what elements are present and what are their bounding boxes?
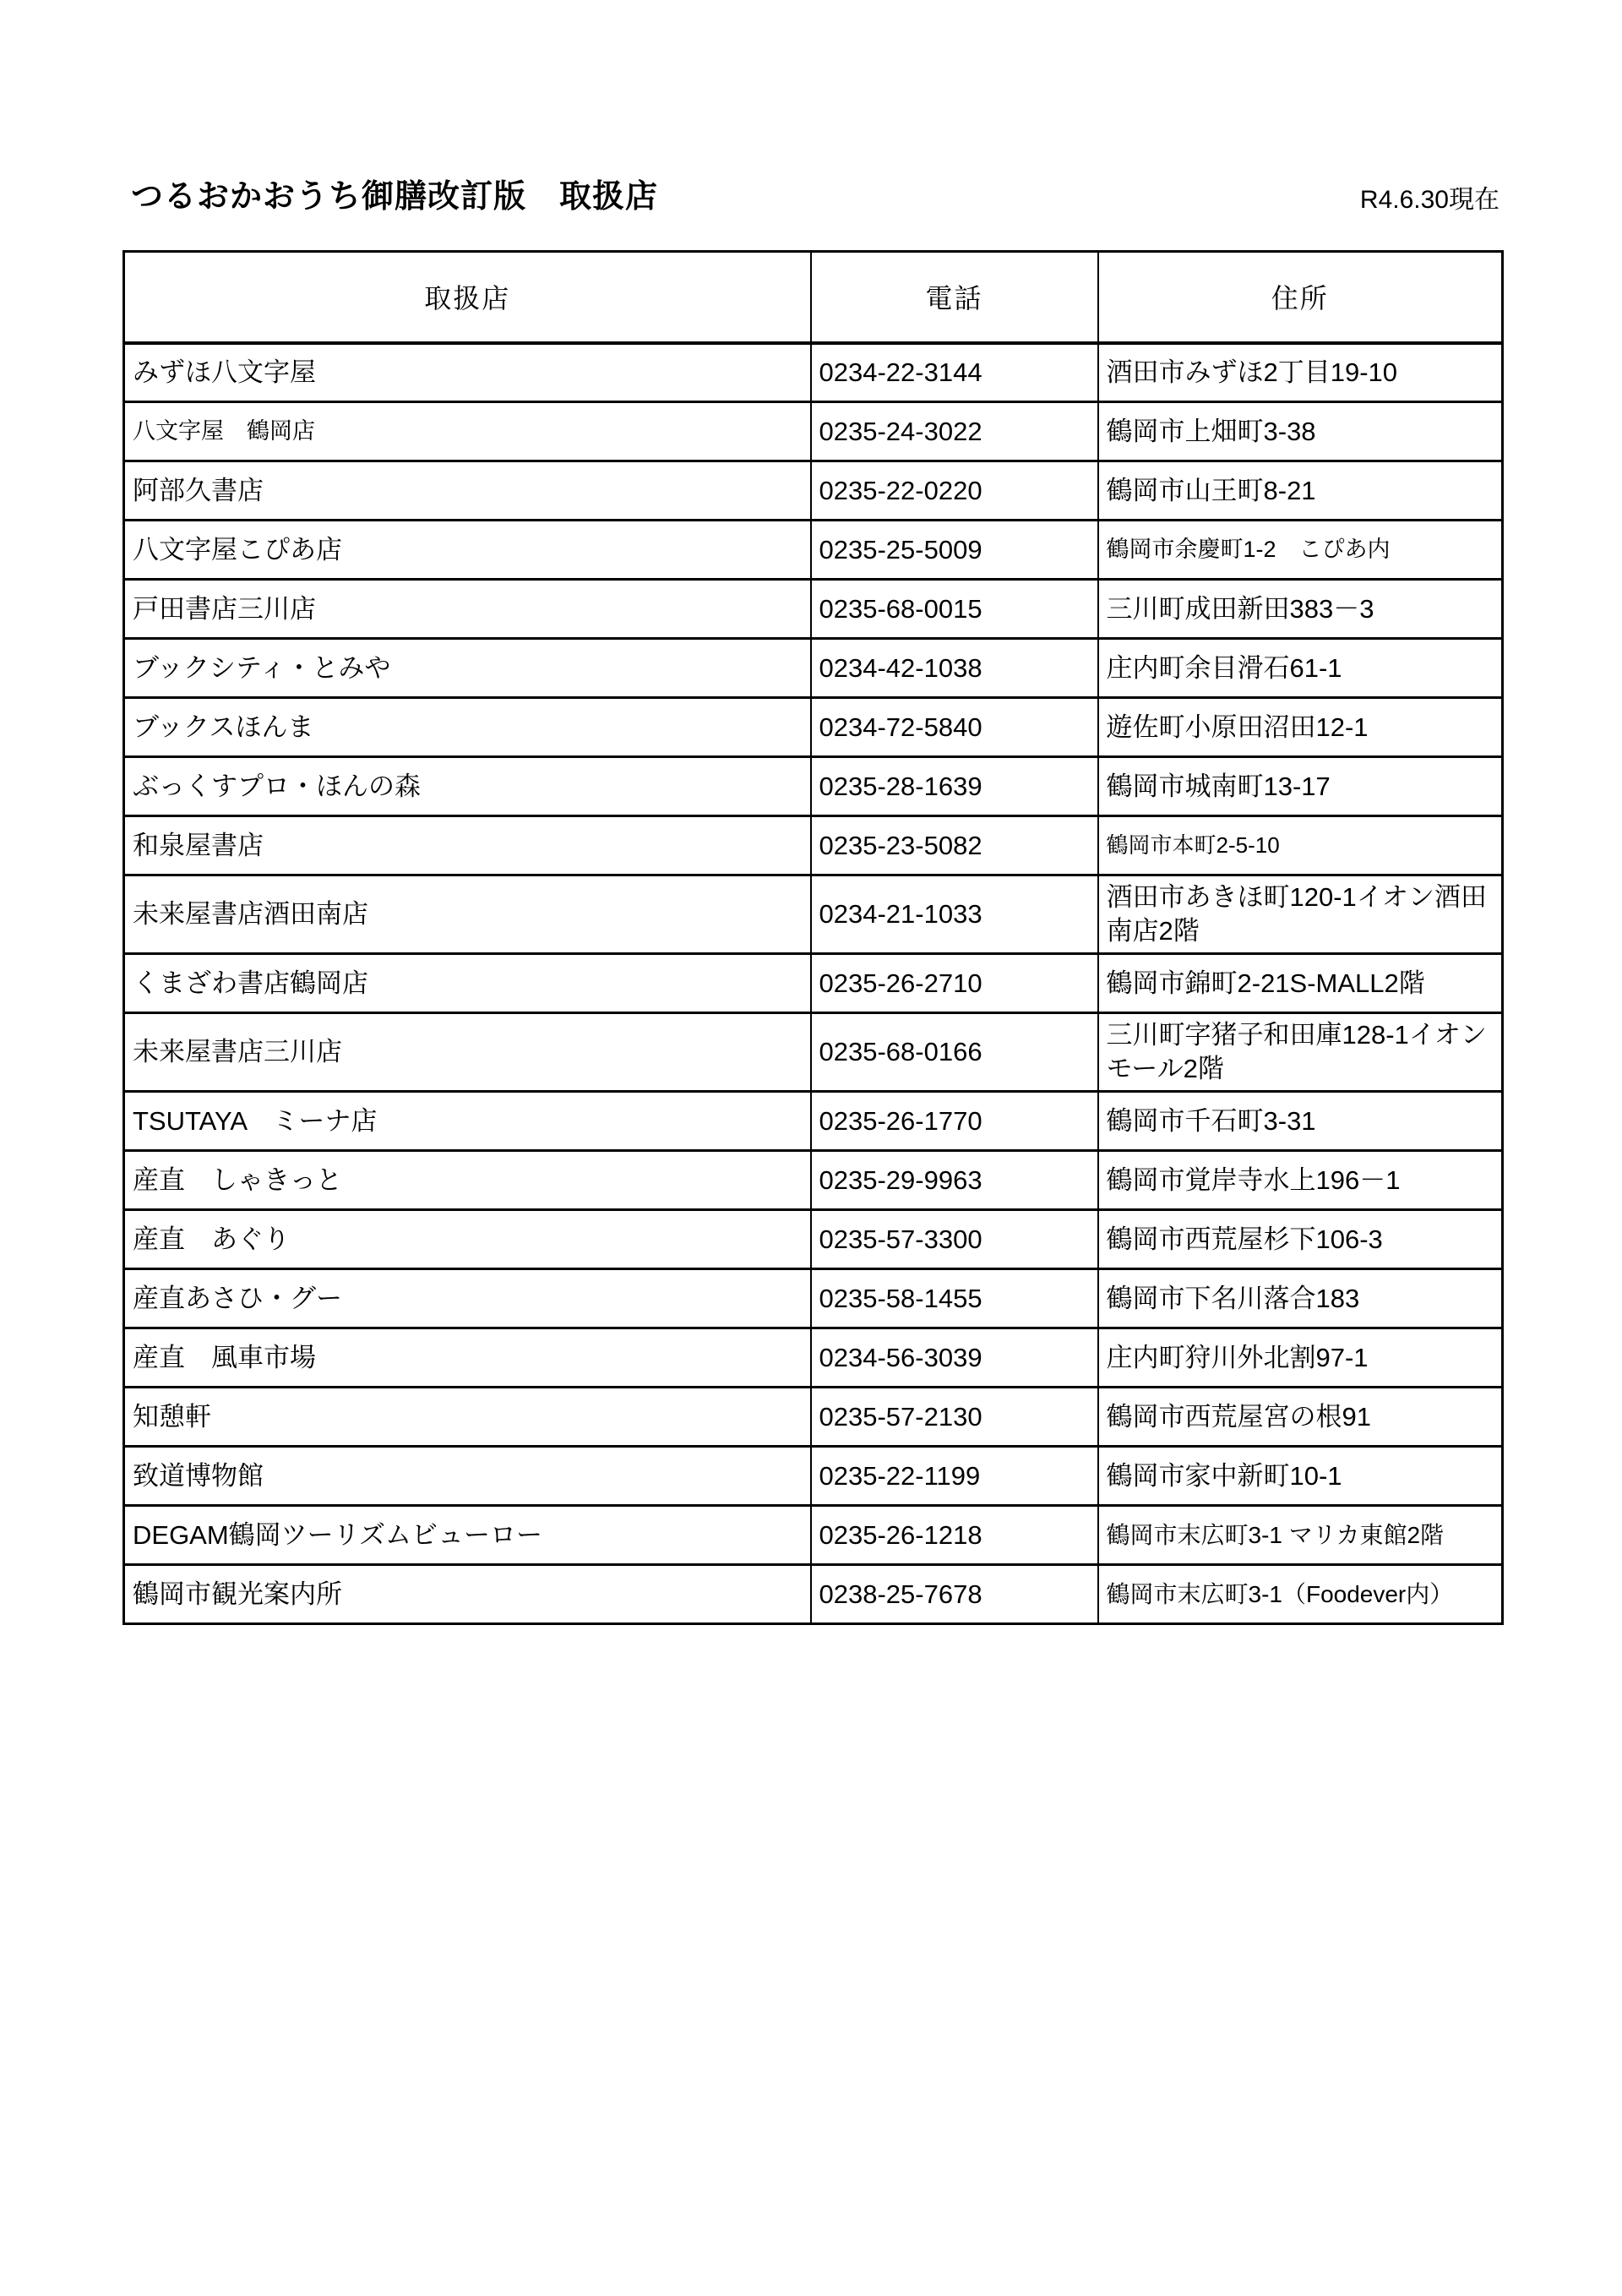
store-name-cell: 八文字屋 鶴岡店 bbox=[124, 402, 811, 461]
table-row bbox=[124, 1565, 1503, 1624]
store-name-cell: 未来屋書店三川店 bbox=[124, 1013, 811, 1092]
store-name-cell: DEGAM鶴岡ツーリズムビューロー bbox=[124, 1506, 811, 1565]
store-address-cell: 鶴岡市城南町13-17 bbox=[1098, 757, 1503, 816]
store-address-cell: 庄内町狩川外北割97-1 bbox=[1098, 1328, 1503, 1388]
table-row bbox=[124, 698, 1503, 757]
store-phone-cell: 0235-68-0166 bbox=[811, 1013, 1098, 1092]
store-name-cell: くまざわ書店鶴岡店 bbox=[124, 954, 811, 1013]
table-row bbox=[124, 1388, 1503, 1447]
store-phone-cell: 0235-28-1639 bbox=[811, 757, 1098, 816]
store-name-cell: ぶっくすプロ・ほんの森 bbox=[124, 757, 811, 816]
store-name-cell: 戸田書店三川店 bbox=[124, 580, 811, 639]
store-name-cell: 産直 しゃきっと bbox=[124, 1151, 811, 1210]
store-phone-cell: 0235-57-3300 bbox=[811, 1210, 1098, 1269]
store-name-cell: 和泉屋書店 bbox=[124, 816, 811, 875]
store-name-cell: 致道博物館 bbox=[124, 1447, 811, 1506]
store-address-cell: 鶴岡市本町2-5-10 bbox=[1098, 816, 1503, 875]
store-address-cell: 鶴岡市家中新町10-1 bbox=[1098, 1447, 1503, 1506]
table-row bbox=[124, 1151, 1503, 1210]
table-row bbox=[124, 343, 1503, 402]
store-name-cell: 阿部久書店 bbox=[124, 461, 811, 521]
store-address-cell: 酒田市あきほ町120-1イオン酒田南店2階 bbox=[1098, 875, 1503, 954]
store-phone-cell: 0234-42-1038 bbox=[811, 639, 1098, 698]
store-name-cell: 未来屋書店酒田南店 bbox=[124, 875, 811, 954]
store-name-cell: TSUTAYA ミーナ店 bbox=[124, 1092, 811, 1151]
store-name-cell: 知憩軒 bbox=[124, 1388, 811, 1447]
store-address-cell: 鶴岡市西荒屋宮の根91 bbox=[1098, 1388, 1503, 1447]
column-header-store: 取扱店 bbox=[124, 252, 811, 343]
store-address-cell: 酒田市みずほ2丁目19-10 bbox=[1098, 343, 1503, 402]
store-phone-cell: 0235-24-3022 bbox=[811, 402, 1098, 461]
store-address-cell: 鶴岡市西荒屋杉下106-3 bbox=[1098, 1210, 1503, 1269]
store-phone-cell: 0235-58-1455 bbox=[811, 1269, 1098, 1328]
document-header bbox=[122, 177, 1501, 218]
store-address-cell: 鶴岡市覚岸寺水上196－1 bbox=[1098, 1151, 1503, 1210]
table-row bbox=[124, 1092, 1503, 1151]
store-address-cell: 鶴岡市錦町2-21S-MALL2階 bbox=[1098, 954, 1503, 1013]
table-row bbox=[124, 816, 1503, 875]
table-header-row bbox=[124, 252, 1503, 343]
table-row bbox=[124, 954, 1503, 1013]
table-row bbox=[124, 1328, 1503, 1388]
column-header-phone: 電話 bbox=[811, 252, 1098, 343]
table-row bbox=[124, 1210, 1503, 1269]
date-note: R4.6.30現在 bbox=[1359, 186, 1500, 214]
store-phone-cell: 0235-23-5082 bbox=[811, 816, 1098, 875]
table-row bbox=[124, 1506, 1503, 1565]
store-name-cell: ブックスほんま bbox=[124, 698, 811, 757]
store-phone-cell: 0235-68-0015 bbox=[811, 580, 1098, 639]
store-phone-cell: 0235-26-2710 bbox=[811, 954, 1098, 1013]
store-phone-cell: 0235-57-2130 bbox=[811, 1388, 1098, 1447]
table-row bbox=[124, 521, 1503, 580]
store-address-cell: 鶴岡市末広町3-1（Foodever内） bbox=[1098, 1565, 1503, 1624]
store-name-cell: 鶴岡市観光案内所 bbox=[124, 1565, 811, 1624]
store-address-cell: 鶴岡市余慶町1-2 こぴあ内 bbox=[1098, 521, 1503, 580]
store-name-cell: みずほ八文字屋 bbox=[124, 343, 811, 402]
store-phone-cell: 0235-26-1218 bbox=[811, 1506, 1098, 1565]
table-row bbox=[124, 1447, 1503, 1506]
stores-table bbox=[122, 250, 1504, 1625]
store-phone-cell: 0235-26-1770 bbox=[811, 1092, 1098, 1151]
store-name-cell: ブックシティ・とみや bbox=[124, 639, 811, 698]
store-address-cell: 鶴岡市千石町3-31 bbox=[1098, 1092, 1503, 1151]
store-name-cell: 八文字屋こぴあ店 bbox=[124, 521, 811, 580]
table-row bbox=[124, 402, 1503, 461]
store-phone-cell: 0235-29-9963 bbox=[811, 1151, 1098, 1210]
store-address-cell: 鶴岡市山王町8-21 bbox=[1098, 461, 1503, 521]
page-title: つるおかおうち御膳改訂版 取扱店 bbox=[131, 179, 659, 215]
store-phone-cell: 0234-72-5840 bbox=[811, 698, 1098, 757]
store-name-cell: 産直 あぐり bbox=[124, 1210, 811, 1269]
table-row bbox=[124, 580, 1503, 639]
table-row bbox=[124, 1013, 1503, 1092]
store-address-cell: 鶴岡市上畑町3-38 bbox=[1098, 402, 1503, 461]
store-address-cell: 鶴岡市下名川落合183 bbox=[1098, 1269, 1503, 1328]
store-phone-cell: 0235-22-0220 bbox=[811, 461, 1098, 521]
column-header-address: 住所 bbox=[1098, 252, 1503, 343]
store-address-cell: 鶴岡市末広町3-1 マリカ東館2階 bbox=[1098, 1506, 1503, 1565]
store-phone-cell: 0234-21-1033 bbox=[811, 875, 1098, 954]
store-phone-cell: 0234-56-3039 bbox=[811, 1328, 1098, 1388]
table-row bbox=[124, 757, 1503, 816]
table-row bbox=[124, 461, 1503, 521]
store-phone-cell: 0235-22-1199 bbox=[811, 1447, 1098, 1506]
store-address-cell: 遊佐町小原田沼田12-1 bbox=[1098, 698, 1503, 757]
table-row bbox=[124, 639, 1503, 698]
store-phone-cell: 0234-22-3144 bbox=[811, 343, 1098, 402]
store-address-cell: 庄内町余目滑石61-1 bbox=[1098, 639, 1503, 698]
table-row bbox=[124, 875, 1503, 954]
store-address-cell: 三川町字猪子和田庫128-1イオンモール2階 bbox=[1098, 1013, 1503, 1092]
table-body bbox=[124, 343, 1503, 1624]
table-row bbox=[124, 1269, 1503, 1328]
store-address-cell: 三川町成田新田383－3 bbox=[1098, 580, 1503, 639]
store-name-cell: 産直あさひ・グー bbox=[124, 1269, 811, 1328]
store-name-cell: 産直 風車市場 bbox=[124, 1328, 811, 1388]
store-phone-cell: 0235-25-5009 bbox=[811, 521, 1098, 580]
store-phone-cell: 0238-25-7678 bbox=[811, 1565, 1098, 1624]
